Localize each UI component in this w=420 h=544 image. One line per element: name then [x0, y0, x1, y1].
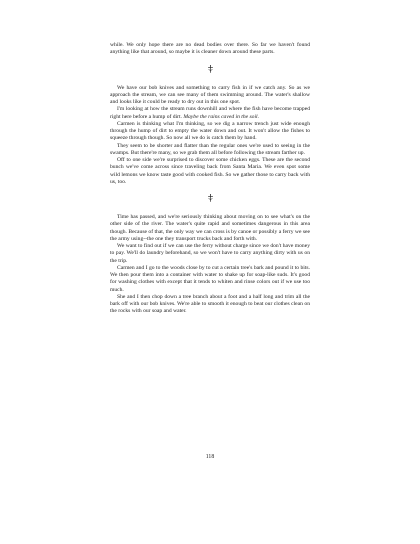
cross-ornament-icon — [207, 194, 214, 202]
italic-thought: Maybe the rains caved in the soil. — [183, 113, 259, 120]
paragraph: Carmen is thinking what I'm thinking, so we dig a narrow trench just wide enough through the hump of dirt to empty the water down and out. It won't allow the fishes to squeeze through though. So now all we do is catch them by hand. — [110, 120, 310, 142]
section-divider — [110, 186, 310, 210]
paragraph: while. We only hope there are no dead bodies over there. So far we haven't found anything like that around, so maybe it is cleaner down around these parts. — [110, 42, 310, 56]
section-3 — [110, 214, 310, 316]
section-2 — [110, 85, 310, 187]
paragraph: Off to one side we're surprised to discover some chicken eggs. These are the second bunch we've come across since traveling back from Santa Maria. We even spot some wild lemons we know taste good with cooked fish. So we gather those to carry back with us, too. — [110, 157, 310, 185]
paragraph: She and I then chop down a tree branch about a foot and a half long and trim all the bark off with our bob knives. We're able to smooth it enough to beat our clothes clean on the rocks with our soap and water. — [110, 293, 310, 315]
page-number: 118 — [205, 454, 215, 460]
paragraph — [110, 106, 310, 121]
section-divider — [110, 57, 310, 81]
paragraph-text: I'm looking at how the stream runs downhill and where the fish have become trapped right here before a hump of dirt. — [110, 106, 310, 120]
paragraph: Time has passed, and we're seriously thinking about moving on to see what's on the other side of the river. The water's quite rapid and sometimes dangerous in this area though. Because of that, the only way we can cross is by canoe or possibly a ferry we see the army using--the one they transport trucks back and forth with. — [110, 214, 310, 242]
paragraph: We want to find out if we can use the ferry without charge since we don't have money to pay. We'll do laundry beforehand, so we won't have to carry anything dirty with us on the trip. — [110, 243, 310, 264]
paragraph: We have our bob knives and something to carry fish in if we catch any. So as we approach the stream, we can see many of them swimming around. The water's shallow and looks like it could be ready to dry out in this one spot. — [110, 84, 310, 105]
cross-ornament-icon — [207, 65, 214, 73]
paragraph: They seem to be shorter and flatter than the regular ones we're used to seeing in the swamps. But there're many, so we grab them all before following the stream farther up. — [110, 142, 310, 156]
section-1 — [110, 42, 310, 57]
book-page — [110, 42, 310, 460]
paragraph: Carmen and I go to the woods close by to cut a certain tree's bark and pound it to bits. We then pour them into a container with water to shake up for soap-like suds. It's good for washing clothes with except that it tends to whiten and rinse colors out if we use too much. — [110, 264, 310, 293]
